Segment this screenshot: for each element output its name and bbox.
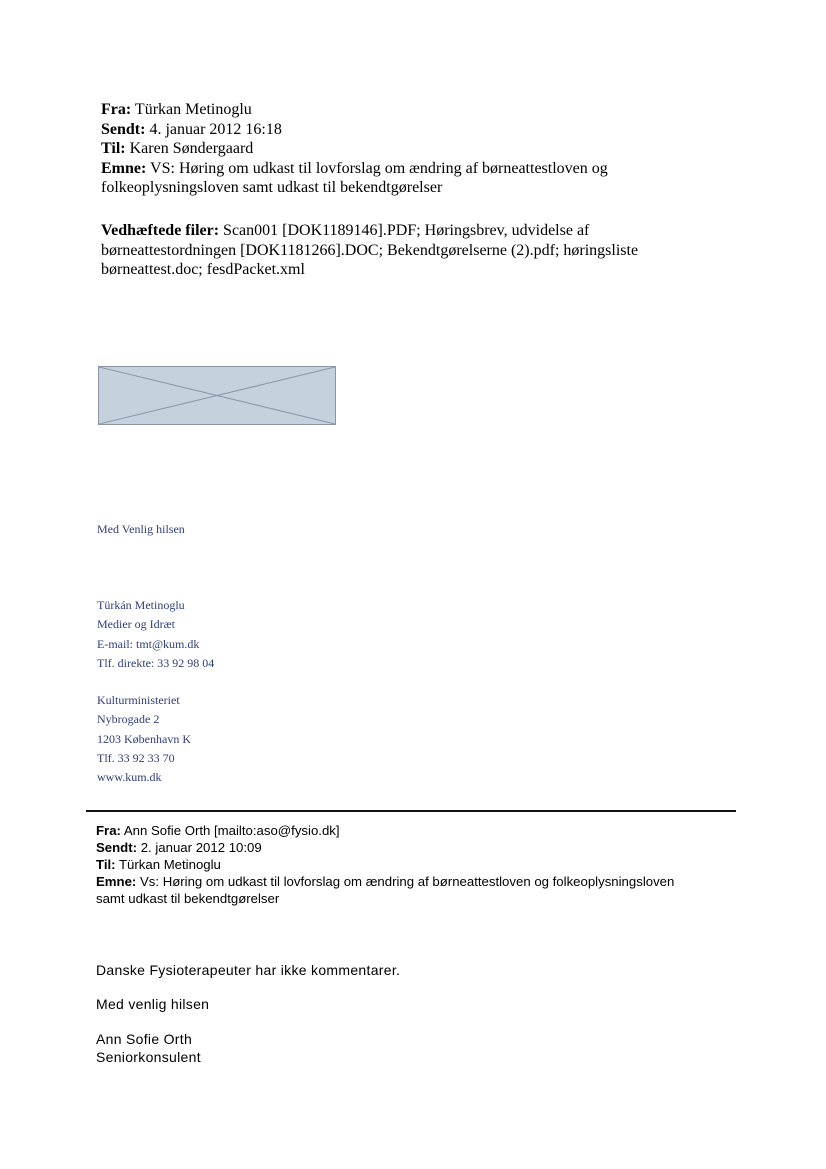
signature-name: Türkán Metinoglu: [97, 598, 185, 612]
fwd-to-label: Til:: [96, 857, 116, 872]
subject-row: [101, 159, 701, 198]
from-row: [101, 100, 701, 120]
email-divider: [86, 810, 736, 812]
fwd-from-row: [96, 822, 736, 839]
sender-title: Seniorkonsulent: [96, 1049, 201, 1065]
body-comment: Danske Fysioterapeuter har ikke kommentarer.: [96, 962, 401, 978]
signature-email[interactable]: E-mail: tmt@kum.dk: [97, 636, 200, 651]
signature-city: 1203 København K: [97, 731, 191, 746]
image-placeholder-cross-icon: [99, 367, 335, 424]
subject-value-line1: VS: Høring om udkast til lovforslag om ændring af børneattestloven og: [150, 159, 608, 177]
fwd-subject-row: [96, 873, 736, 907]
to-row: [101, 139, 701, 159]
attachments-label: Vedhæftede filer:: [101, 222, 220, 239]
fwd-subject-line2: samt udkast til bekendtgørelser: [96, 891, 280, 906]
subject-label: Emne:: [101, 159, 147, 177]
body-closing: Med venlig hilsen: [96, 996, 210, 1012]
to-value: Karen Søndergaard: [129, 140, 254, 157]
sender-name: Ann Sofie Orth: [96, 1031, 193, 1047]
sent-value: 4. januar 2012 16:18: [149, 120, 282, 138]
signature-street: Nybrogade 2: [97, 712, 160, 727]
subject-value-line2: folkeoplysningsloven samt udkast til bekendtgørelser: [101, 179, 443, 196]
email-header: [101, 100, 701, 198]
from-value: Türkan Metinoglu: [134, 101, 252, 118]
broken-image-placeholder: [98, 366, 336, 425]
fwd-subject-line1: Vs: Høring om udkast til lovforslag om ændring af børneattestloven og folkeoplysningsloven: [139, 874, 675, 889]
forwarded-email-header: [96, 822, 736, 907]
signature-phone: Tlf. 33 92 33 70: [97, 750, 175, 765]
fwd-to-value: Türkan Metinoglu: [118, 857, 221, 872]
sent-label: Sendt:: [101, 120, 146, 138]
fwd-sent-label: Sendt:: [96, 840, 138, 855]
fwd-from-value: Ann Sofie Orth [mailto:aso@fysio.dk]: [123, 823, 340, 838]
attachments: [101, 221, 701, 280]
fwd-sent-row: [96, 839, 736, 856]
fwd-to-row: [96, 856, 736, 873]
fwd-subject-label: Emne:: [96, 874, 137, 889]
fwd-from-label: Fra:: [96, 823, 121, 838]
signature-phone-direct: Tlf. direkte: 33 92 98 04: [97, 655, 215, 670]
signature-department: Medier og Idræt: [97, 617, 175, 632]
signature-org: Kulturministeriet: [97, 693, 180, 707]
attachments-line2: børneattestordningen [DOK1181266].DOC; Bekendtgørelserne (2).pdf; høringsliste: [101, 241, 639, 259]
from-label: Fra:: [101, 101, 132, 118]
signature-web[interactable]: www.kum.dk: [97, 770, 162, 785]
signature-organization: [97, 691, 191, 787]
body-sender: [96, 1030, 201, 1066]
signature-greeting: Med Venlig hilsen: [97, 522, 185, 536]
sent-row: [101, 120, 701, 140]
attachments-line1: Scan001 [DOK1189146].PDF; Høringsbrev, udvidelse af: [223, 222, 590, 239]
signature-person: [97, 596, 214, 673]
attachments-line3: børneattest.doc; fesdPacket.xml: [101, 261, 305, 278]
fwd-sent-value: 2. januar 2012 10:09: [140, 840, 262, 855]
to-label: Til:: [101, 140, 126, 157]
